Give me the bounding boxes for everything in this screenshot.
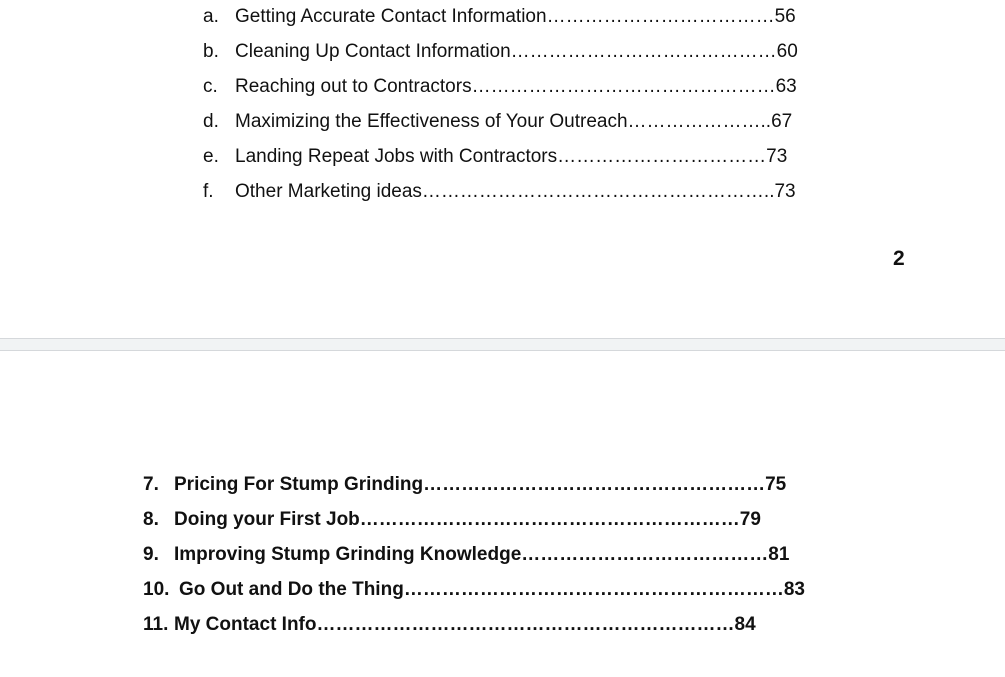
toc-entry-title: My Contact Info xyxy=(174,614,317,635)
toc-entry-marker: c. xyxy=(203,76,218,97)
toc-entry-leader: …………………………………………………… xyxy=(359,509,740,530)
toc-entry-go-out-and-do-the-thing[interactable] xyxy=(143,579,805,601)
toc-entry-page: 67 xyxy=(771,111,793,132)
toc-entry-title: Cleaning Up Contact Information xyxy=(235,41,511,62)
toc-entry-marker: 10. xyxy=(143,579,170,600)
toc-entry-page: 73 xyxy=(766,146,788,167)
toc-entry-page: 84 xyxy=(734,614,756,635)
toc-entry-title: Doing your First Job xyxy=(174,509,360,530)
toc-entry-landing-repeat-jobs[interactable] xyxy=(203,146,787,168)
toc-entry-page: 75 xyxy=(765,474,787,495)
toc-entry-page: 60 xyxy=(776,41,798,62)
page-number: 2 xyxy=(893,247,905,270)
document-page-bottom xyxy=(0,351,1005,677)
toc-entry-leader: …………………………………… xyxy=(510,41,777,62)
toc-entry-my-contact-info[interactable] xyxy=(143,614,756,636)
toc-entry-marker: f. xyxy=(203,181,214,202)
toc-entry-marker: 7. xyxy=(143,474,159,495)
toc-entry-title: Reaching out to Contractors xyxy=(235,76,472,97)
toc-entry-other-marketing-ideas[interactable] xyxy=(203,181,796,203)
toc-entry-improving-knowledge[interactable] xyxy=(143,544,789,566)
toc-entry-leader: ………………………………………………………… xyxy=(316,614,735,635)
toc-entry-title: Other Marketing ideas xyxy=(235,181,422,202)
toc-entry-getting-accurate-contact-information[interactable] xyxy=(203,6,796,28)
toc-entry-marker: b. xyxy=(203,41,219,62)
toc-entry-title: Go Out and Do the Thing xyxy=(179,579,404,600)
toc-entry-leader: ……………………………………………….. xyxy=(421,181,775,202)
toc-entry-doing-your-first-job[interactable] xyxy=(143,509,761,531)
toc-entry-marker: e. xyxy=(203,146,219,167)
toc-entry-leader: ………………….. xyxy=(627,111,772,132)
toc-entry-leader: ……………………………… xyxy=(546,6,775,27)
document-page-top xyxy=(0,0,1005,338)
toc-entry-reaching-out-to-contractors[interactable] xyxy=(203,76,797,98)
toc-entry-marker: 8. xyxy=(143,509,159,530)
toc-entry-title: Improving Stump Grinding Knowledge xyxy=(174,544,522,565)
toc-entry-page: 79 xyxy=(739,509,761,530)
toc-entry-pricing-for-stump-grinding[interactable] xyxy=(143,474,786,496)
toc-entry-page: 63 xyxy=(775,76,797,97)
page-break-divider xyxy=(0,338,1005,351)
toc-entry-cleaning-up-contact-information[interactable] xyxy=(203,41,798,63)
toc-entry-page: 81 xyxy=(768,544,790,565)
toc-entry-title: Pricing For Stump Grinding xyxy=(174,474,424,495)
toc-entry-leader: ………………………………………… xyxy=(471,76,776,97)
toc-entry-marker: 11. xyxy=(143,614,169,635)
toc-entry-leader: ……………………………………………… xyxy=(423,474,766,495)
toc-entry-leader: …………………………… xyxy=(557,146,767,167)
toc-entry-title: Maximizing the Effectiveness of Your Outreach xyxy=(235,111,628,132)
toc-entry-marker: a. xyxy=(203,6,219,27)
toc-entry-title: Getting Accurate Contact Information xyxy=(235,6,547,27)
toc-entry-title: Landing Repeat Jobs with Contractors xyxy=(235,146,558,167)
toc-entry-page: 56 xyxy=(774,6,796,27)
toc-entry-maximizing-outreach[interactable] xyxy=(203,111,792,133)
toc-entry-page: 83 xyxy=(783,579,805,600)
toc-entry-leader: …………………………………………………… xyxy=(403,579,784,600)
toc-entry-marker: d. xyxy=(203,111,219,132)
toc-entry-marker: 9. xyxy=(143,544,159,565)
toc-entry-page: 73 xyxy=(774,181,796,202)
toc-entry-leader: ………………………………… xyxy=(521,544,769,565)
